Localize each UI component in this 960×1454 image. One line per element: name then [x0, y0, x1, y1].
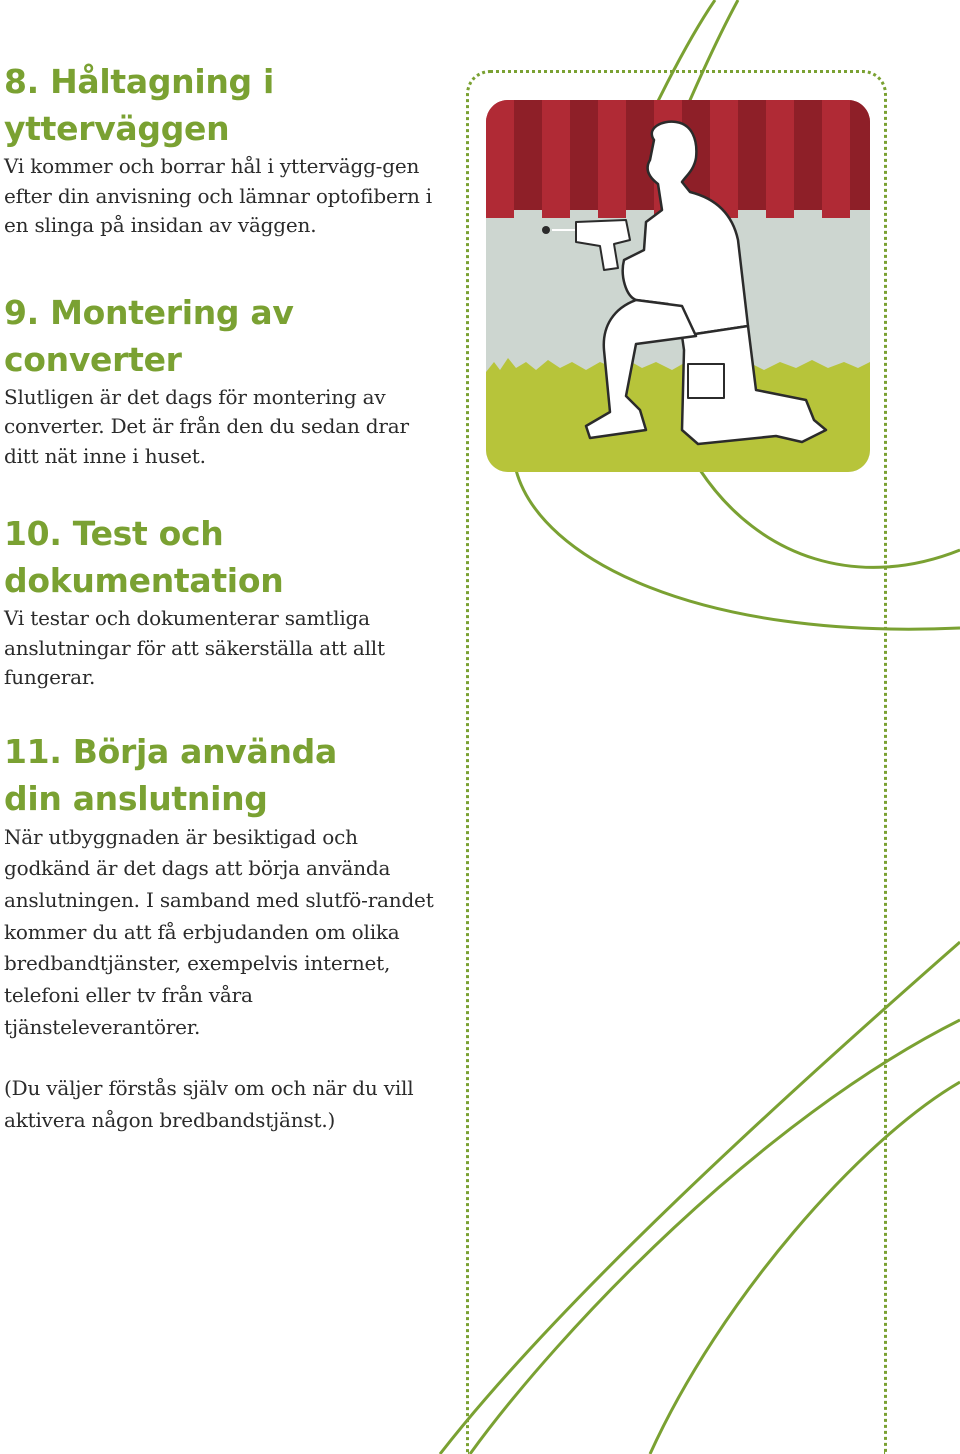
section-10-heading-line-2: dokumentation [4, 561, 284, 600]
section-11-heading [4, 728, 444, 822]
section-11-body: När utbyggnaden är besiktigad och godkänd är det dags att börja använda anslutningen. I samband med slutfö-randet kommer du att få erbjudanden om olika bredbandtjänster, exempelvis internet, telefoni eller tv från våra tjänsteleverantörer. [4, 824, 434, 1039]
section-9-heading-line-2: converter [4, 339, 182, 379]
text-column [4, 58, 444, 1137]
section-9 [4, 289, 444, 472]
section-8-heading-line-2: ytterväggen [4, 109, 230, 148]
section-9-body: Slutligen är det dags för montering av converter. Det är från den du sedan drar ditt nät inne i huset. [4, 384, 409, 468]
section-9-heading-line-1: 9. Montering av [4, 292, 294, 332]
section-11-heading-line-2: din anslutning [4, 778, 268, 818]
section-8-body: Vi kommer och borrar hål i yttervägg-gen efter din anvisning och lämnar optofibern i en slinga på insidan av väggen. [4, 154, 432, 237]
section-10 [4, 510, 444, 693]
section-10-body: Vi testar och dokumenterar samtliga anslutningar för att säkerställa att allt fungerar. [4, 606, 385, 689]
section-8 [4, 58, 444, 241]
section-8-heading-line-1: 8. Håltagning i [4, 62, 275, 101]
section-10-heading-line-1: 10. Test och [4, 514, 224, 553]
section-9-heading [4, 289, 444, 383]
section-8-heading [4, 58, 444, 152]
activation-note: (Du väljer förstås själv om och när du vill aktivera någon bredbandstjänst.) [4, 1076, 414, 1133]
section-11 [4, 728, 444, 1044]
section-10-heading [4, 510, 444, 604]
installer-illustration [486, 100, 870, 472]
section-11-heading-line-1: 11. Börja använda [4, 731, 337, 771]
